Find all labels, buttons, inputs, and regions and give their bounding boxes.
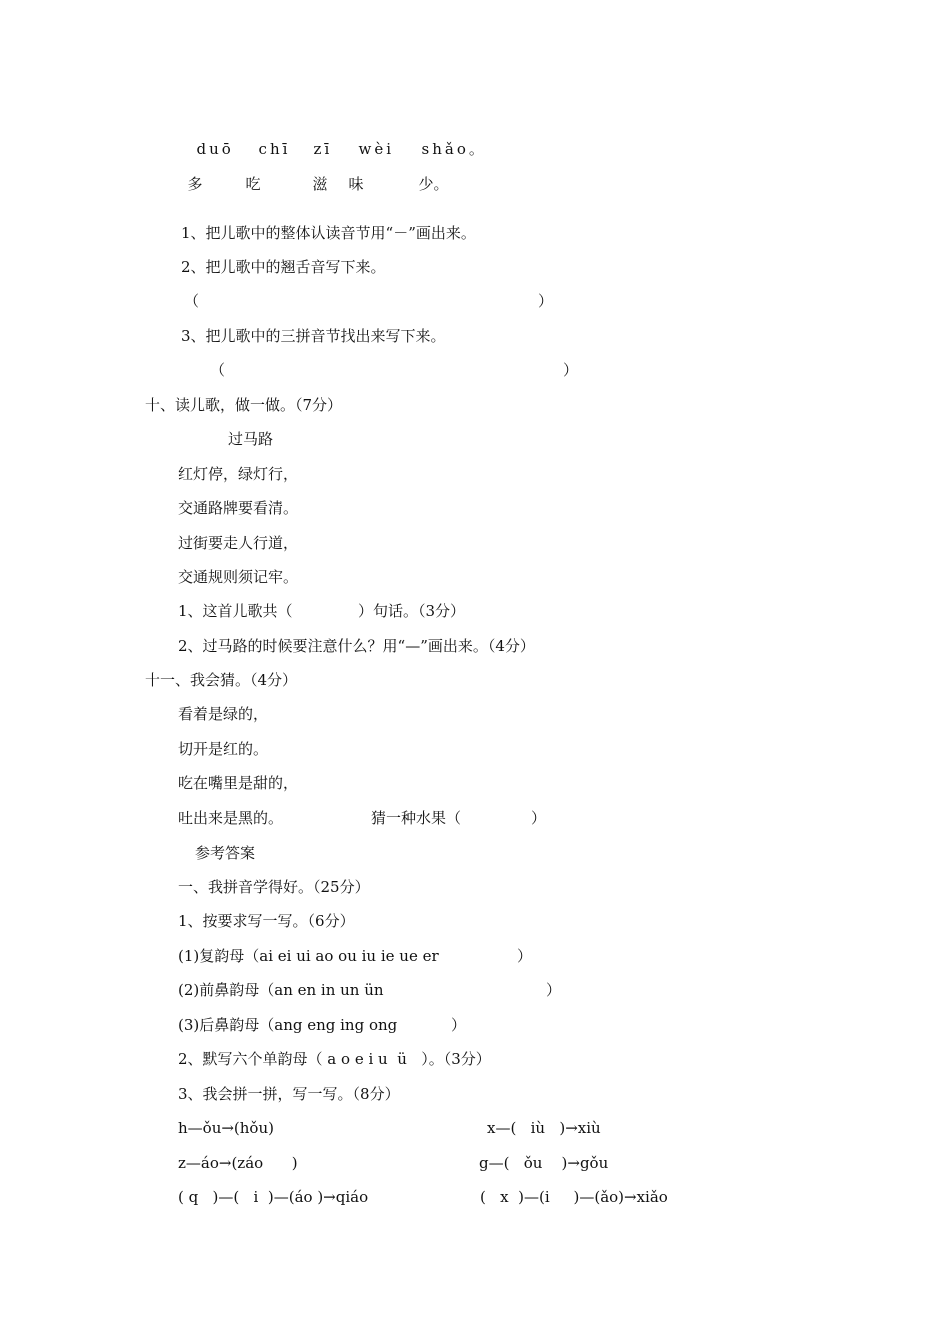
- section-11-heading: 十一、我会猜。（4分）: [145, 671, 298, 689]
- answers-row-3-left: ( q )—( i )—(áo )→qiáo: [178, 1188, 369, 1206]
- hanzi-char: 多: [187, 175, 203, 193]
- answers-q1: 1、按要求写一写。（6分）: [178, 912, 355, 930]
- pinyin-syllable: wèi: [358, 140, 395, 158]
- pinyin-line: [181, 119, 487, 159]
- s10-question-2: 2、过马路的时候要注意什么？用“—”画出来。（4分）: [178, 637, 535, 655]
- riddle-line: 吐出来是黑的。: [178, 809, 284, 827]
- answers-row-1-right: x—( iù )→xiù: [487, 1119, 601, 1137]
- poem-line: 红灯停，绿灯行，: [178, 465, 299, 483]
- guess-fruit-start: 猜一种水果（: [371, 809, 462, 827]
- s10-q1-start: 1、这首儿歌共（: [178, 602, 293, 620]
- hanzi-char: 吃: [245, 175, 261, 193]
- hanzi-line: [178, 154, 449, 194]
- poem-line: 交通规则须记牢。: [178, 568, 299, 586]
- riddle-line: 吃在嘴里是甜的，: [178, 774, 299, 792]
- pinyin-syllable: duō: [196, 140, 234, 158]
- answers-row-2-right: g—( ǒu )→gǒu: [479, 1154, 609, 1172]
- guess-fruit: [371, 808, 546, 828]
- pinyin-syllable: shǎo。: [421, 140, 487, 158]
- s9-answer-blank-close: ）: [563, 361, 579, 379]
- answers-q1-3: [178, 1015, 466, 1035]
- guess-fruit-end: ）: [531, 809, 547, 827]
- answers-q1-1-close: ）: [517, 947, 533, 965]
- pinyin-syllable: chī: [258, 140, 291, 158]
- answers-q1-2: [178, 980, 561, 1000]
- poem-title: 过马路: [228, 430, 274, 448]
- poem-line: 过街要走人行道，: [178, 534, 299, 552]
- section-10-heading: 十、读儿歌，做一做。（7分）: [145, 396, 343, 414]
- answers-q1-3-close: ）: [451, 1016, 467, 1034]
- answers-title: 参考答案: [195, 844, 256, 862]
- s9-question-1: 1、把儿歌中的整体认读音节用“－”画出来。: [181, 224, 476, 242]
- answers-row-1-left: h—ǒu→(hǒu): [178, 1119, 274, 1137]
- hanzi-char: 少。: [418, 175, 449, 193]
- riddle-line: 看着是绿的，: [178, 705, 269, 723]
- s9-question-3: 3、把儿歌中的三拼音节找出来写下来。: [181, 327, 446, 345]
- answers-q1-1: [178, 946, 532, 966]
- riddle-line: 切开是红的。: [178, 740, 269, 758]
- answers-q3: 3、我会拼一拼，写一写。（8分）: [178, 1085, 400, 1103]
- hanzi-char: 味: [348, 175, 364, 193]
- answers-q1-1-text: (1)复韵母（ai ei ui ao ou iu ie ue er: [178, 947, 439, 965]
- s9-answer-blank-open: （: [210, 361, 226, 379]
- poem-line: 交通路牌要看清。: [178, 499, 299, 517]
- answers-part-1: 一、我拼音学得好。（25分）: [178, 878, 370, 896]
- s9-question-2: 2、把儿歌中的翘舌音写下来。: [181, 258, 386, 276]
- answers-q1-2-close: ）: [546, 981, 562, 999]
- answers-row-2-left: z—áo→(záo ): [178, 1154, 298, 1172]
- s10-question-1: [178, 601, 465, 621]
- answers-row-3-right: ( x )—(i )—(ǎo)→xiǎo: [480, 1188, 668, 1206]
- answers-q1-2-text: (2)前鼻韵母（an en in un ün: [178, 981, 384, 999]
- hanzi-char: 滋: [312, 175, 328, 193]
- s9-answer-blank-open: （: [184, 292, 200, 310]
- s10-q1-end: ）句话。（3分）: [358, 602, 466, 620]
- answers-q1-3-text: (3)后鼻韵母（ang eng ing ong: [178, 1016, 398, 1034]
- s9-answer-blank-close: ）: [538, 292, 554, 310]
- answers-q2: 2、默写六个单韵母（ a o e i u ü ）。（3分）: [178, 1050, 491, 1068]
- pinyin-syllable: zī: [313, 140, 333, 158]
